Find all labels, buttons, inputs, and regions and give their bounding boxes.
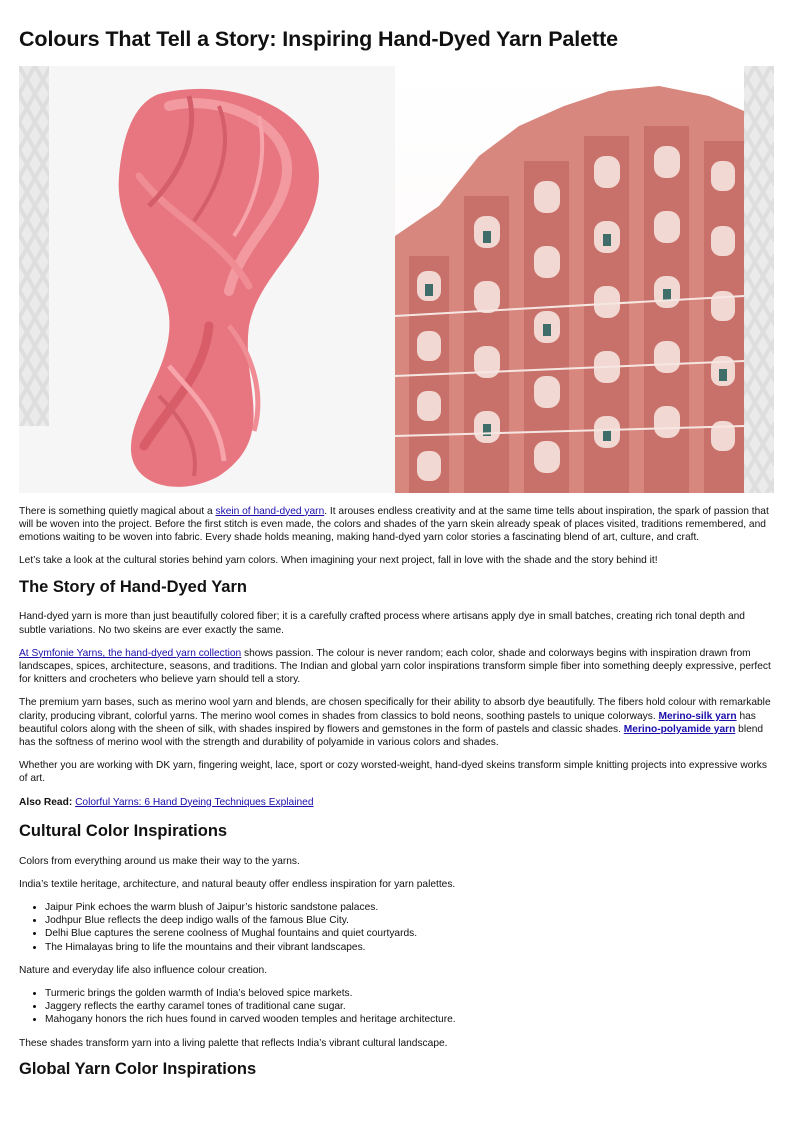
list-item: • Jaipur Pink echoes the warm blush of Jaipur’s historic sandstone palaces. xyxy=(45,901,774,914)
hero-image xyxy=(19,66,774,493)
merino-polyamide-link[interactable]: Merino-polyamide yarn xyxy=(623,723,736,735)
heading-global: Global Yarn Color Inspirations xyxy=(19,1059,257,1078)
story-paragraph-1: Hand-dyed yarn is more than just beautifully colored fiber; it is a carefully crafted process where artisans apply dye in small batches, creating rich tonal depth and subtle variations. No two skeins are ever exactly the same. xyxy=(19,611,745,636)
also-read-label: Also Read: xyxy=(19,796,73,808)
merino-silk-link[interactable]: Merino-silk yarn xyxy=(658,710,737,722)
cultural-paragraph-3: Nature and everyday life also influence colour creation. xyxy=(19,964,268,976)
list-item: • Turmeric brings the golden warmth of India’s beloved spice markets. xyxy=(45,987,774,1000)
cultural-paragraph-2: India’s textile heritage, architecture, and natural beauty offer endless inspiration for yarn palettes. xyxy=(19,878,456,890)
page-title: Colours That Tell a Story: Inspiring Hand-Dyed Yarn Palette xyxy=(19,27,618,51)
symfonie-collection-link[interactable]: At Symfonie Yarns, the hand-dyed yarn collection xyxy=(19,647,242,659)
list-item: • The Himalayas bring to life the mountains and their vibrant landscapes. xyxy=(45,941,774,954)
intro-paragraph-2: Let’s take a look at the cultural stories behind yarn colors. When imagining your next project, fall in love with the shade and the story behind it! xyxy=(19,555,658,567)
list-item: • Delhi Blue captures the serene coolness of Mughal fountains and quiet courtyards. xyxy=(45,927,774,940)
list-item: • Jaggery reflects the earthy caramel tones of traditional cane sugar. xyxy=(45,1000,774,1013)
palace-facade-photo xyxy=(395,66,774,493)
also-read xyxy=(19,796,774,809)
list-item: • Mahogany honors the rich hues found in carved wooden temples and heritage architecture. xyxy=(45,1013,774,1026)
story-paragraph-4: Whether you are working with DK yarn, fingering weight, lace, sport or cozy worsted-weight, hand-dyed skeins transform simple knitting projects into expressive works of art. xyxy=(19,760,767,785)
skein-hand-dyed-yarn-link[interactable]: skein of hand-dyed yarn xyxy=(215,505,325,517)
india-colors-list xyxy=(19,901,774,954)
yarn-skein-photo xyxy=(19,66,395,493)
story-paragraph-2: At Symfonie Yarns, the hand-dyed yarn collection shows passion. The colour is never random; each color, shade and colorways begins with inspiration drawn from landscapes, spices, architecture, seasons, and traditions. The Indian and global yarn color inspirations transform simple fiber into something deeply expressive, perfect for knitters and crocheters who believe yarn should tell a story. xyxy=(19,647,771,686)
story-paragraph-3: The premium yarn bases, such as merino wool yarn and blends, are chosen specifically for their ability to absorb dye beautifully. The fibers hold colour with remarkable clarity, producing vibrant, colorful yarns. The merino wool comes in shades from classics to bold neons, soothing pastels to unique colorways. Merino-silk yarn has beautiful colors along with the sheen of silk, with shades inspired by flowers and gemstones in the form of pastels and classic shades. Merino-polyamide yarn blend has the softness of merino wool with the strength and durability of polyamide in various colors and shades. xyxy=(19,697,771,749)
heading-story: The Story of Hand-Dyed Yarn xyxy=(19,577,247,596)
list-item: • Jodhpur Blue reflects the deep indigo walls of the famous Blue City. xyxy=(45,914,774,927)
heading-cultural: Cultural Color Inspirations xyxy=(19,821,228,840)
cultural-paragraph-4: These shades transform yarn into a living palette that reflects India’s vibrant cultural landscape. xyxy=(19,1037,448,1049)
nature-colors-list xyxy=(19,987,774,1027)
cultural-paragraph-1: Colors from everything around us make their way to the yarns. xyxy=(19,855,300,867)
hero-illustration xyxy=(19,66,774,493)
intro-paragraph-1: There is something quietly magical about a skein of hand-dyed yarn. It arouses endless creativity and at the same time tells about inspiration, the spark of passion that will be woven into the project. Before the first stitch is even made, the colors and shades of the yarn skein already speak of places visited, traditions remembered, and emotions waiting to be woven into fabric. Every shade holds meaning, making hand-dyed yarn color stories a fascinating blend of art, culture, and craft. xyxy=(19,505,769,544)
also-read-link[interactable]: Colorful Yarns: 6 Hand Dyeing Techniques Explained xyxy=(75,796,314,808)
